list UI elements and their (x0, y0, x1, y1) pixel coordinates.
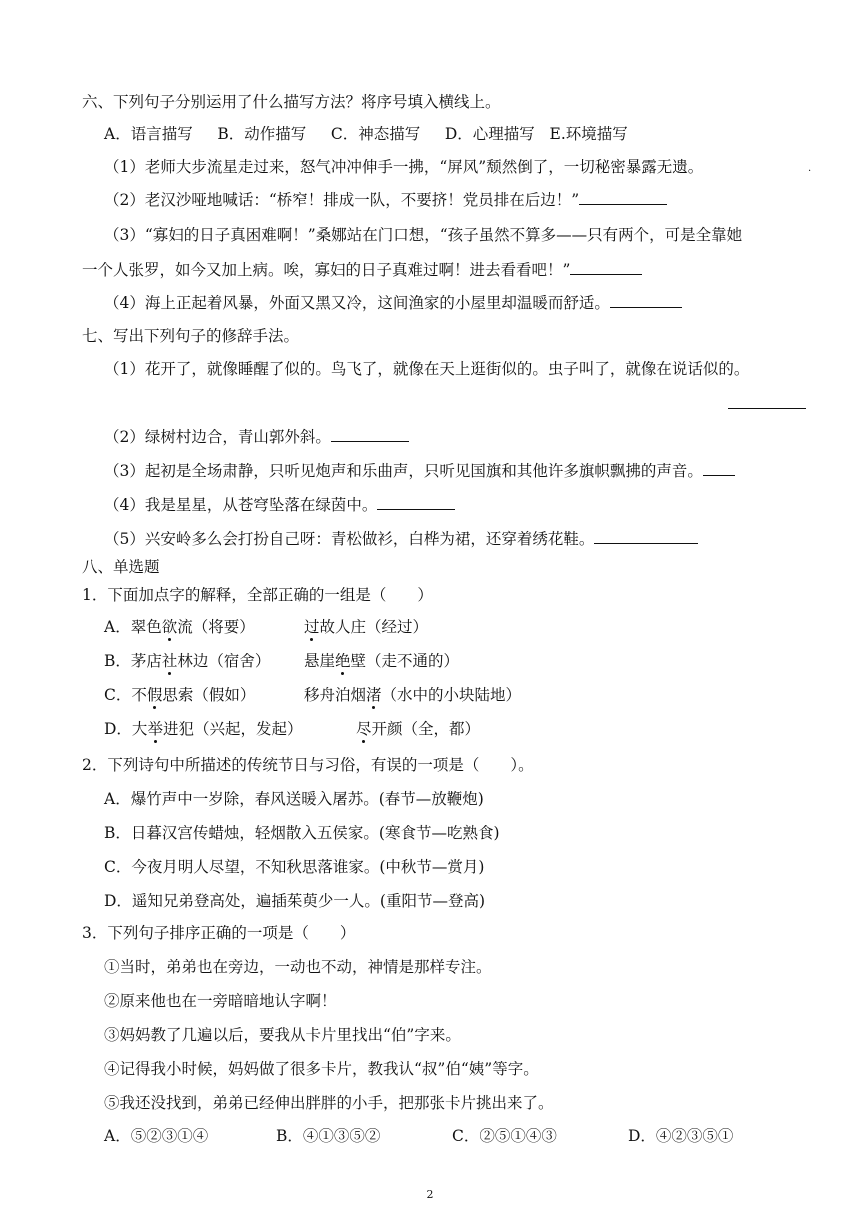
mcq1-option-b2: 悬崖绝壁（走不通的） (304, 652, 460, 670)
mcq2-option-a: A．爆竹声中一岁除，春风送暖入屠苏。(春节—放鞭炮) (104, 790, 484, 808)
mcq2-option-c: C．今夜月明人尽望，不知秋思落谁家。(中秋节—赏月) (104, 858, 485, 876)
mcq1-option-c2: 移舟泊烟渚（水中的小块陆地） (304, 686, 522, 704)
mcq3-sentence-4: ④记得我小时候，妈妈做了很多卡片，教我认“叔”伯“姨”等字。 (104, 1060, 539, 1078)
dotted-char: 社 (161, 652, 178, 670)
section7-q5 (104, 529, 698, 549)
answer-blank[interactable] (331, 427, 409, 442)
section7-title: 七、写出下列句子的修辞手法。 (82, 327, 300, 345)
q-text: （4）海上正起着风暴，外面又黑又冷，这间渔家的小屋里却温暖而舒适。 (104, 294, 610, 312)
section8-title: 八、单选题 (82, 558, 160, 576)
answer-blank[interactable] (594, 529, 698, 544)
section6-options: A．语言描写 B．动作描写 C．神态描写 D．心理描写 E.环境描写 (104, 125, 628, 143)
mcq1-option-b: B．茅店社林边（宿舍） (104, 652, 271, 670)
q-text: （2）老汉沙哑地喊话：“桥窄！排成一队，不要挤！党员排在后边！” (104, 191, 580, 209)
dotted-char: 欲 (161, 618, 178, 636)
mcq3-option-d: D．④②③⑤① (628, 1127, 734, 1145)
answer-blank[interactable] (728, 394, 806, 409)
mcq2-stem: 2．下列诗句中所描述的传统节日与习俗，有误的一项是（ ）。 (82, 756, 534, 774)
answer-blank[interactable] (610, 293, 682, 308)
mcq3-option-c: C．②⑤①④③ (452, 1127, 557, 1145)
answer-blank[interactable] (570, 260, 642, 275)
dotted-char: 尽 (356, 720, 372, 738)
mcq1-stem: 1．下面加点字的解释，全部正确的一组是（ ） (82, 586, 433, 604)
dotted-char: 过 (304, 618, 320, 636)
section7-q3 (104, 461, 735, 481)
mcq2-option-d: D．遥知兄弟登高处，遍插茱萸少一人。(重阳节—登高) (104, 892, 486, 910)
section6-title: 六、下列句子分别运用了什么描写方法？将序号填入横线上。 (82, 93, 501, 111)
mcq3-sentence-3: ③妈妈教了几遍以后，要我从卡片里找出“伯”字来。 (104, 1026, 461, 1044)
section7-q2 (104, 427, 409, 447)
answer-blank[interactable] (703, 461, 735, 476)
section6-q3-line2 (82, 260, 642, 280)
section7-q4 (104, 495, 455, 515)
answer-blank[interactable] (579, 190, 667, 205)
page-number: 2 (426, 1188, 434, 1201)
answer-blank-q1 (728, 394, 806, 414)
answer-blank-mark: . (808, 163, 812, 174)
mcq2-option-b: B．日暮汉宫传蜡烛，轻烟散入五侯家。(寒食节—吃熟食) (104, 824, 500, 842)
q-text: （3）起初是全场肃静，只听见炮声和乐曲声，只听见国旗和其他许多旗帜飘拂的声音。 (104, 462, 703, 480)
mcq3-option-b: B．④①③⑤② (276, 1127, 381, 1145)
section6-q1 (104, 157, 703, 177)
mcq1-option-a: A．翠色欲流（将要） (104, 618, 255, 636)
section6-q4 (104, 293, 682, 313)
mcq1-option-d2: 尽开颜（全，都） (356, 720, 481, 738)
section6-q3-line1: （3）“寡妇的日子真困难啊！”桑娜站在门口想，“孩子虽然不算多——只有两个，可是全靠她 (104, 226, 743, 244)
q-text: （1）老师大步流星走过来，怒气冲冲伸手一拂，“屏风”颓然倒了，一切秘密暴露无遗。 (104, 158, 704, 176)
section7-q1: （1）花开了，就像睡醒了似的。鸟飞了，就像在天上逛街似的。虫子叫了，就像在说话似的。 (104, 360, 750, 378)
mcq1-option-c: C．不假思索（假如） (104, 686, 256, 704)
dotted-char: 绝 (335, 652, 351, 670)
mcq3-sentence-2: ②原来他也在一旁暗暗地认字啊！ (104, 992, 337, 1010)
mcq3-stem: 3．下列句子排序正确的一项是（ ） (82, 924, 356, 942)
answer-blank[interactable] (377, 495, 455, 510)
q-text: （5）兴安岭多么会打扮自己呀：青松做衫，白桦为裙，还穿着绣花鞋。 (104, 530, 595, 548)
q-text: 一个人张罗，如今又加上病。唉，寡妇的日子真难过啊！进去看看吧！” (82, 261, 571, 279)
dotted-char: 假 (146, 686, 163, 704)
q-text: （4）我是星星，从苍穹坠落在绿茵中。 (104, 496, 378, 514)
mcq1-option-d: D．大举进犯（兴起，发起） (104, 720, 303, 738)
mcq3-sentence-5: ⑤我还没找到，弟弟已经伸出胖胖的小手，把那张卡片挑出来了。 (104, 1094, 554, 1112)
section6-q2 (104, 190, 667, 210)
dotted-char: 举 (147, 720, 163, 738)
mcq1-option-a2: 过故人庄（经过） (304, 618, 429, 636)
dotted-char: 渚 (366, 686, 382, 704)
mcq3-option-a: A．⑤②③①④ (104, 1127, 209, 1145)
mcq3-sentence-1: ①当时，弟弟也在旁边，一动也不动，神情是那样专注。 (104, 958, 492, 976)
q-text: （2）绿树村边合，青山郭外斜。 (104, 428, 331, 446)
